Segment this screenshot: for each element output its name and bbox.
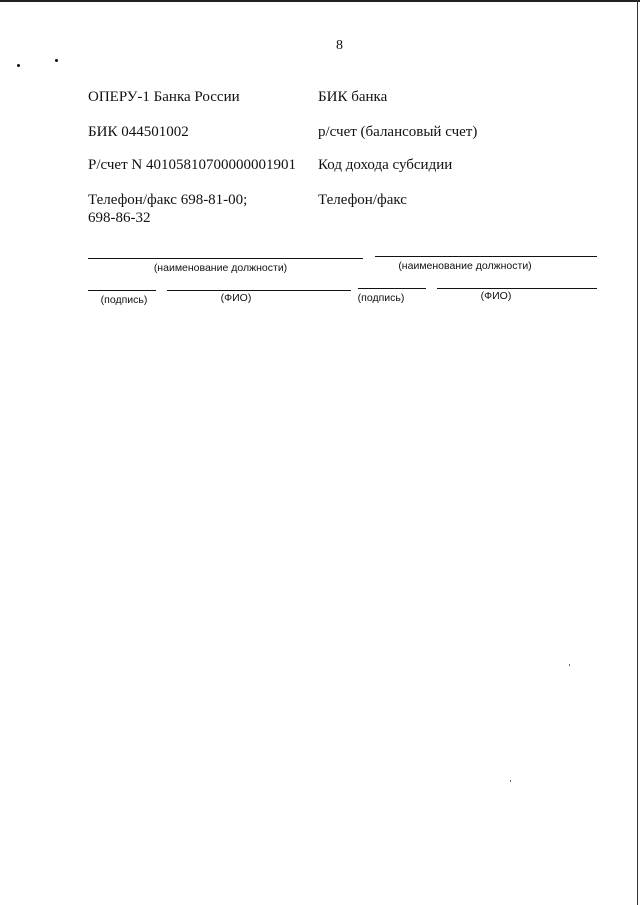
right-signature-caption: (подпись)	[357, 292, 405, 304]
scan-speck	[569, 664, 570, 666]
left-bank-name: ОПЕРУ-1 Банка России	[88, 89, 240, 105]
left-name-caption: (ФИО)	[220, 292, 252, 304]
scan-top-border	[0, 0, 640, 2]
right-position-line	[375, 256, 597, 257]
left-bik: БИК 044501002	[88, 124, 189, 140]
scan-right-edge	[637, 0, 638, 905]
left-signature-caption: (подпись)	[100, 294, 148, 306]
page-number: 8	[336, 38, 343, 53]
right-phone: Телефон/факс	[318, 192, 407, 208]
scan-speck	[510, 780, 511, 782]
right-name-line	[437, 288, 597, 289]
left-position-line	[88, 258, 363, 259]
right-position-caption: (наименование должности)	[398, 260, 532, 272]
left-account: Р/счет N 40105810700000001901	[88, 157, 296, 173]
scan-mark	[17, 64, 20, 67]
left-signature-line	[88, 290, 156, 291]
right-signature-line	[358, 288, 426, 289]
right-account: р/счет (балансовый счет)	[318, 124, 478, 140]
right-bik: БИК банка	[318, 89, 388, 105]
scan-mark	[55, 59, 58, 62]
left-phone-line2: 698-86-32	[88, 210, 151, 226]
left-position-caption: (наименование должности)	[153, 262, 288, 274]
right-name-caption: (ФИО)	[480, 290, 512, 302]
left-phone-line1: Телефон/факс 698-81-00;	[88, 192, 248, 208]
right-income-code: Код дохода субсидии	[318, 157, 453, 173]
left-name-line	[167, 290, 351, 291]
